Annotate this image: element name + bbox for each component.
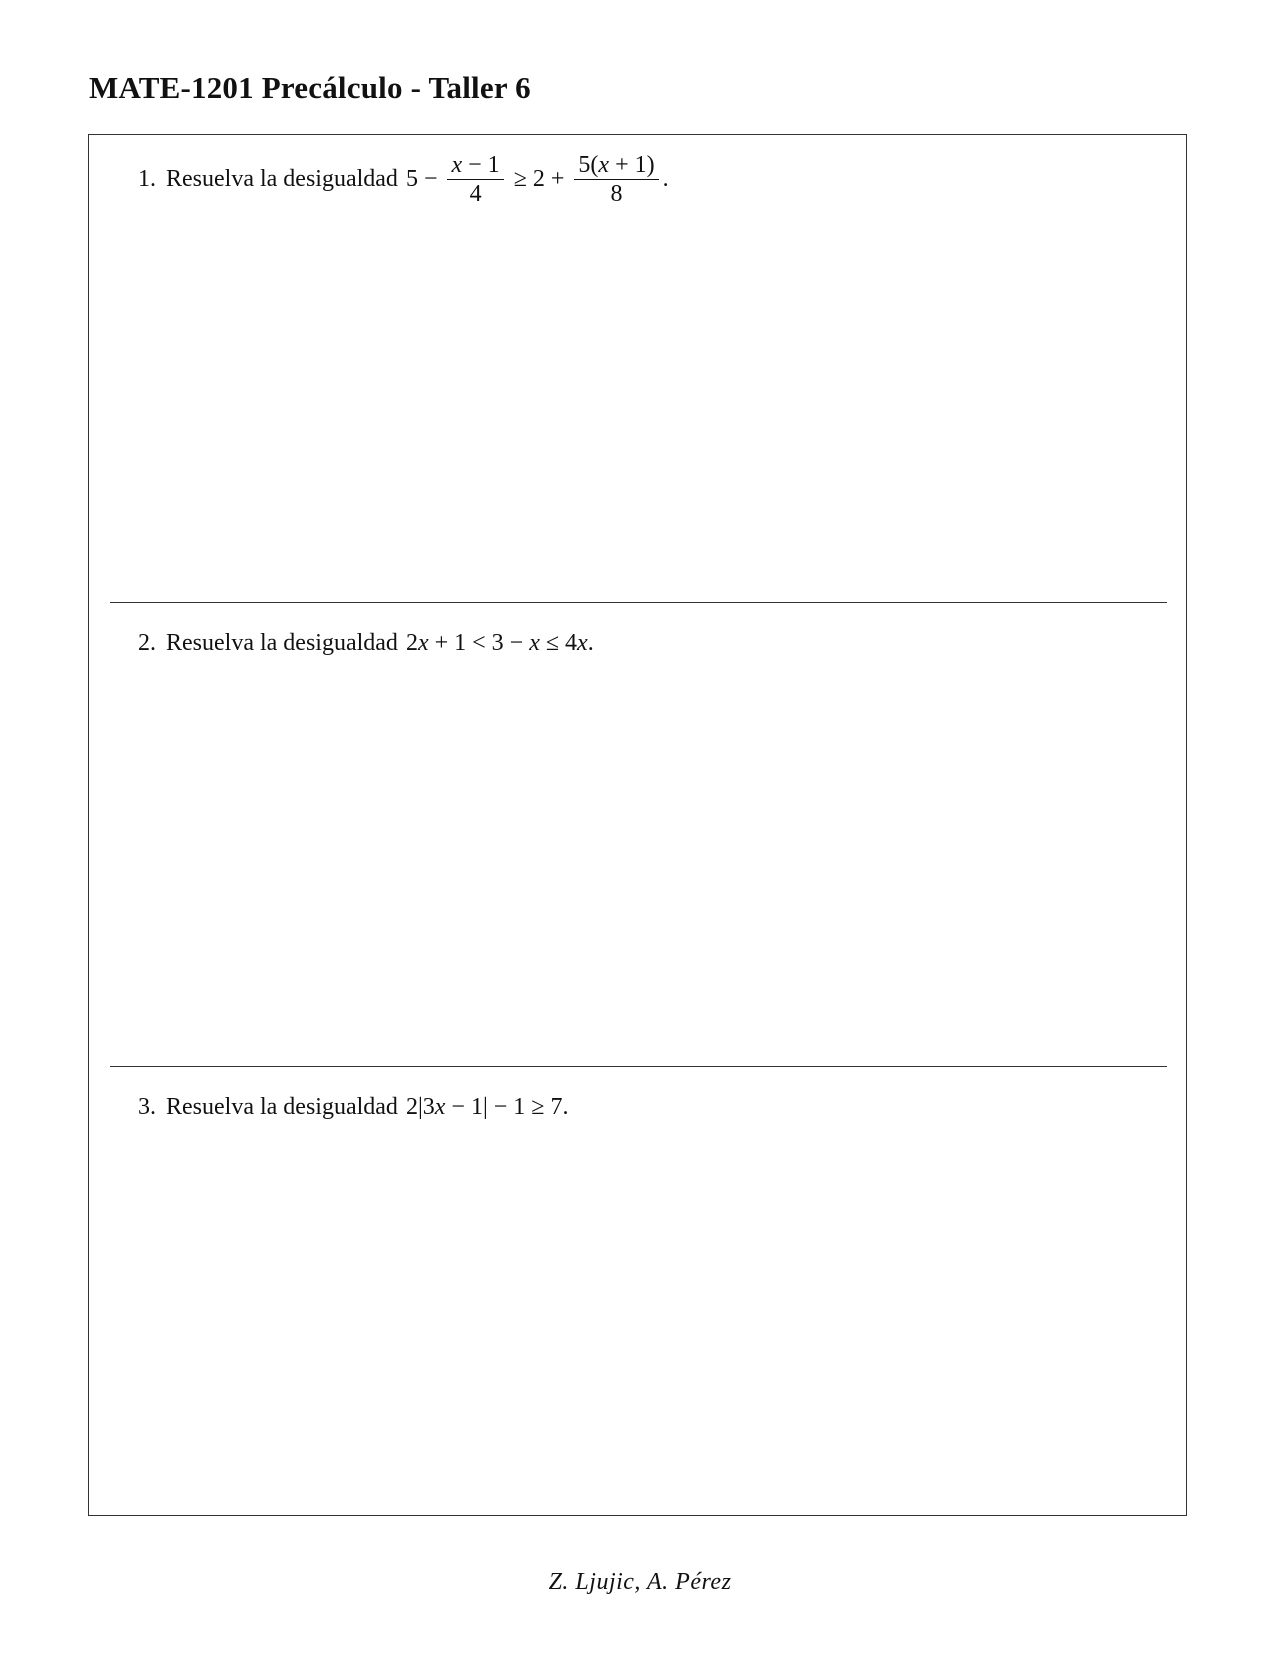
expr-part: 2: [405, 630, 418, 656]
problem-statement: Resuelva la desigualdad: [166, 630, 398, 656]
fraction-denominator: 8: [610, 180, 623, 207]
period: .: [587, 630, 594, 656]
problem-number: 2.: [138, 630, 156, 656]
problem-statement: Resuelva la desigualdad: [166, 165, 398, 192]
problem-number: 3.: [138, 1094, 156, 1120]
minus-sign: −: [423, 165, 438, 192]
fraction: [574, 152, 658, 207]
variable: x: [417, 630, 429, 656]
variable: x: [577, 630, 588, 656]
variable: x: [598, 151, 610, 178]
variable: x: [451, 151, 463, 178]
section-divider: [110, 602, 1167, 603]
expr-part: + 1 < 3 −: [428, 630, 530, 656]
fraction-denominator: 4: [469, 180, 482, 207]
problem-2: [138, 630, 594, 657]
worksheet-box: [88, 134, 1187, 1516]
variable: x: [434, 1094, 446, 1120]
variable: x: [529, 630, 540, 656]
fraction: [447, 152, 503, 207]
period: .: [662, 165, 669, 192]
problem-3: [138, 1094, 568, 1121]
expr-part: ≤ 4: [539, 630, 578, 656]
numerator-part: + 1): [609, 151, 655, 178]
fraction-numerator: [574, 152, 658, 180]
geq-sign: ≥: [513, 165, 527, 192]
expr-part: 2|3: [405, 1094, 435, 1120]
problem-1: [138, 151, 669, 207]
section-divider: [110, 1066, 1167, 1067]
inequality-expression: [406, 630, 594, 657]
plus-sign: +: [550, 165, 565, 192]
constant: 5: [405, 165, 418, 192]
inequality-expression: [406, 1094, 569, 1121]
authors-footer: Z. Ljujic, A. Pérez: [548, 1569, 732, 1595]
numerator-rest: − 1: [462, 151, 500, 178]
constant: 2: [532, 165, 545, 192]
inequality-expression: [406, 152, 669, 207]
page-title: MATE-1201 Precálculo - Taller 6: [89, 70, 531, 105]
problem-number: 1.: [138, 165, 156, 192]
problem-statement: Resuelva la desigualdad: [166, 1094, 398, 1120]
expr-part: − 1| − 1 ≥ 7.: [445, 1094, 569, 1120]
fraction-numerator: [447, 152, 503, 180]
numerator-part: 5(: [578, 151, 599, 178]
